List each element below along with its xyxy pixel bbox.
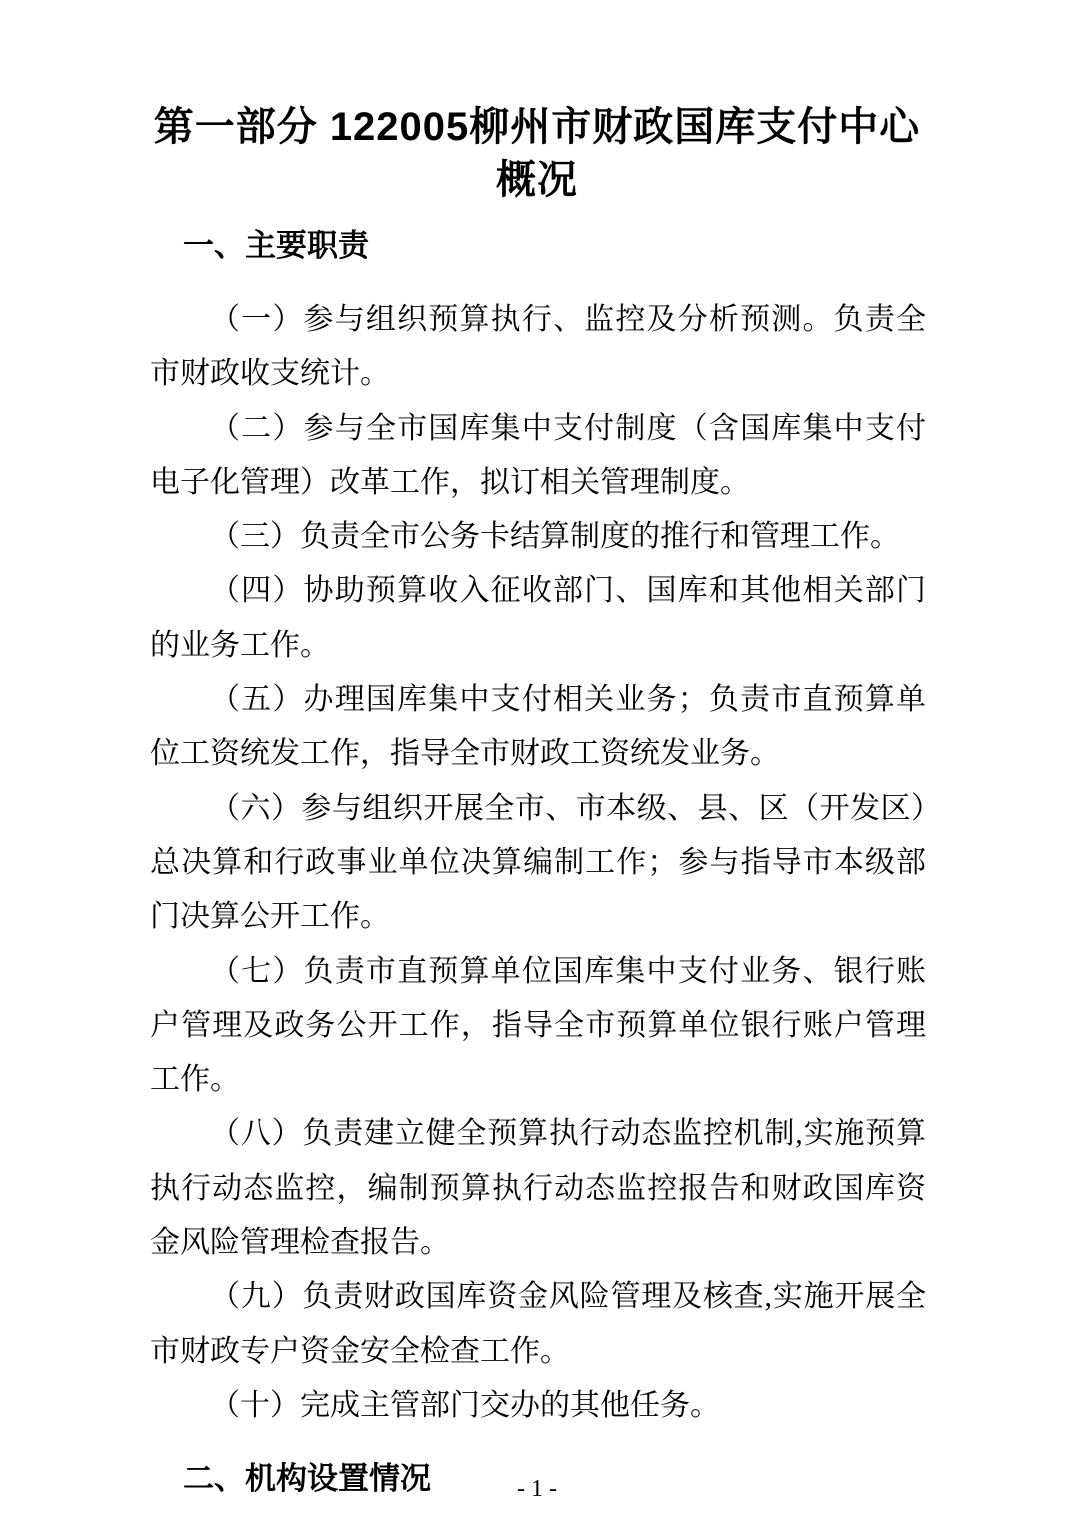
duty-paragraph-10: （十）完成主管部门交办的其他任务。 bbox=[210, 1388, 720, 1422]
duty-paragraph-6: （六）参与组织开展全市、市本级、县、区（开发区）总决算和行政事业单位决算编制工作；参与指导市本级部门决算公开工作。 bbox=[150, 791, 926, 934]
duty-paragraph-8: （八）负责建立健全预算执行动态监控机制,实施预算执行动态监控，编制预算执行动态监控报告和财政国库资金风险管理检查报告。 bbox=[150, 1117, 926, 1260]
duty-paragraph-2: （二）参与全市国库集中支付制度（含国库集中支付电子化管理）改革工作，拟订相关管理制度。 bbox=[150, 411, 926, 499]
duty-paragraph-3: （三）负责全市公务卡结算制度的推行和管理工作。 bbox=[210, 520, 900, 554]
duty-paragraph-1: （一）参与组织预算执行、监控及分析预测。负责全市财政收支统计。 bbox=[150, 303, 926, 391]
document-body bbox=[0, 219, 1074, 1506]
section-heading-main-duties: 一、主要职责 bbox=[183, 228, 369, 263]
duty-paragraph-4: （四）协助预算收入征收部门、国库和其他相关部门的业务工作。 bbox=[150, 574, 926, 662]
section-heading-organization: 二、机构设置情况 bbox=[183, 1461, 431, 1497]
document-title bbox=[0, 0, 1074, 207]
document-title-line-1: 第一部分 122005柳州市财政国库支付中心 bbox=[153, 105, 921, 149]
duty-paragraph-5: （五）办理国库集中支付相关业务；负责市直预算单位工资统发工作，指导全市财政工资统发业务。 bbox=[150, 683, 926, 771]
document-title-line-2: 概况 bbox=[496, 158, 578, 202]
duty-paragraph-9: （九）负责财政国库资金风险管理及核查,实施开展全市财政专户资金安全检查工作。 bbox=[150, 1280, 926, 1368]
duty-paragraph-7: （七）负责市直预算单位国库集中支付业务、银行账户管理及政务公开工作，指导全市预算单位银行账户管理工作。 bbox=[150, 954, 926, 1097]
page-number: - 1 - bbox=[517, 1476, 557, 1502]
